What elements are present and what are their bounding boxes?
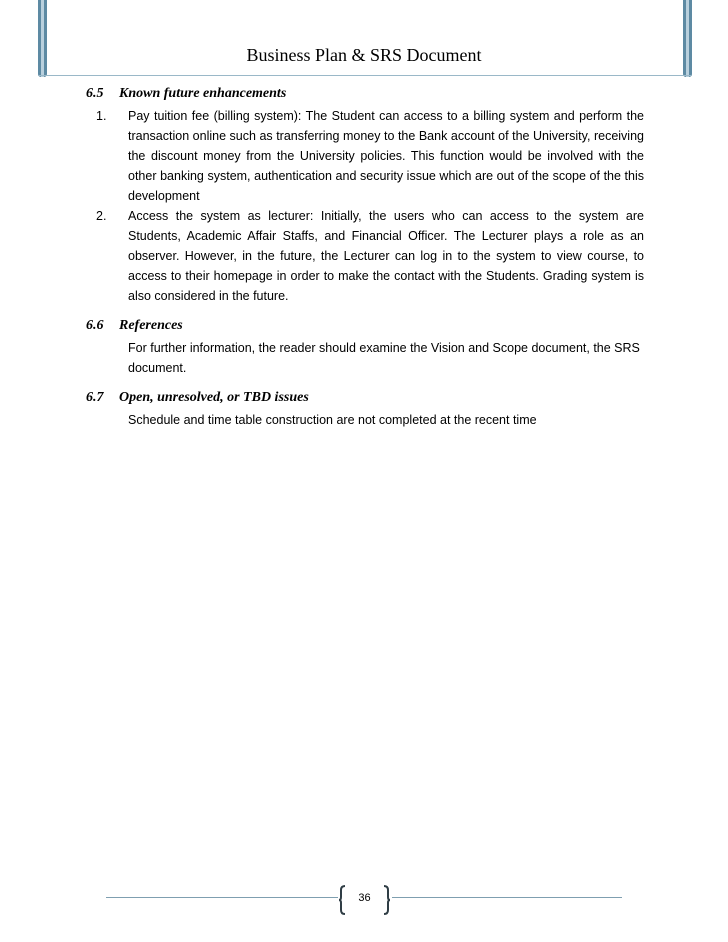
section-paragraph: Schedule and time table construction are not completed at the recent time <box>128 413 537 427</box>
header-divider <box>38 75 692 76</box>
footer-divider-right <box>392 897 622 898</box>
list-item-text: Pay tuition fee (billing system): The Student can access to a billing system and perform the transaction online such as transferring money to the Bank account of the University, receiving the discount money from the University policies. This function would be involved with the other banking system, authentication and security issue which are out of the scope of the this development <box>128 109 644 203</box>
section-number: 6.7 <box>86 390 104 405</box>
document-header-title: Business Plan & SRS Document <box>246 45 482 65</box>
section-paragraph: For further information, the reader should examine the Vision and Scope document, the SRS document. <box>128 341 640 375</box>
page-number-right-bracket-icon <box>383 885 391 915</box>
list-item <box>96 106 644 206</box>
section-title: References <box>119 318 183 333</box>
page-number: 36 <box>358 892 371 904</box>
section-heading <box>86 84 644 104</box>
enhancements-list <box>86 106 644 306</box>
section-heading <box>86 316 644 336</box>
section-references <box>86 316 644 378</box>
list-item-number: 2. <box>96 209 107 223</box>
list-item-number: 1. <box>96 109 107 123</box>
page-number-left-bracket-icon <box>338 885 346 915</box>
section-heading <box>86 388 644 408</box>
section-number: 6.6 <box>86 318 104 333</box>
page-content <box>86 84 644 430</box>
section-title: Open, unresolved, or TBD issues <box>119 390 309 405</box>
list-item-text: Access the system as lecturer: Initially, the users who can access to the system are Students, Academic Affair Staffs, and Financial Officer. The Lecturer plays a role as an observer. However, in the future, the Lecturer can log in to the system to view course, to access to their homepage in order to make the contact with the Students. Grading system is also considered in the future. <box>128 209 644 303</box>
section-title: Known future enhancements <box>119 86 287 101</box>
section-known-future-enhancements <box>86 84 644 306</box>
footer-divider-left <box>106 897 338 898</box>
section-number: 6.5 <box>86 86 104 101</box>
section-open-issues <box>86 388 644 430</box>
list-item <box>96 206 644 306</box>
